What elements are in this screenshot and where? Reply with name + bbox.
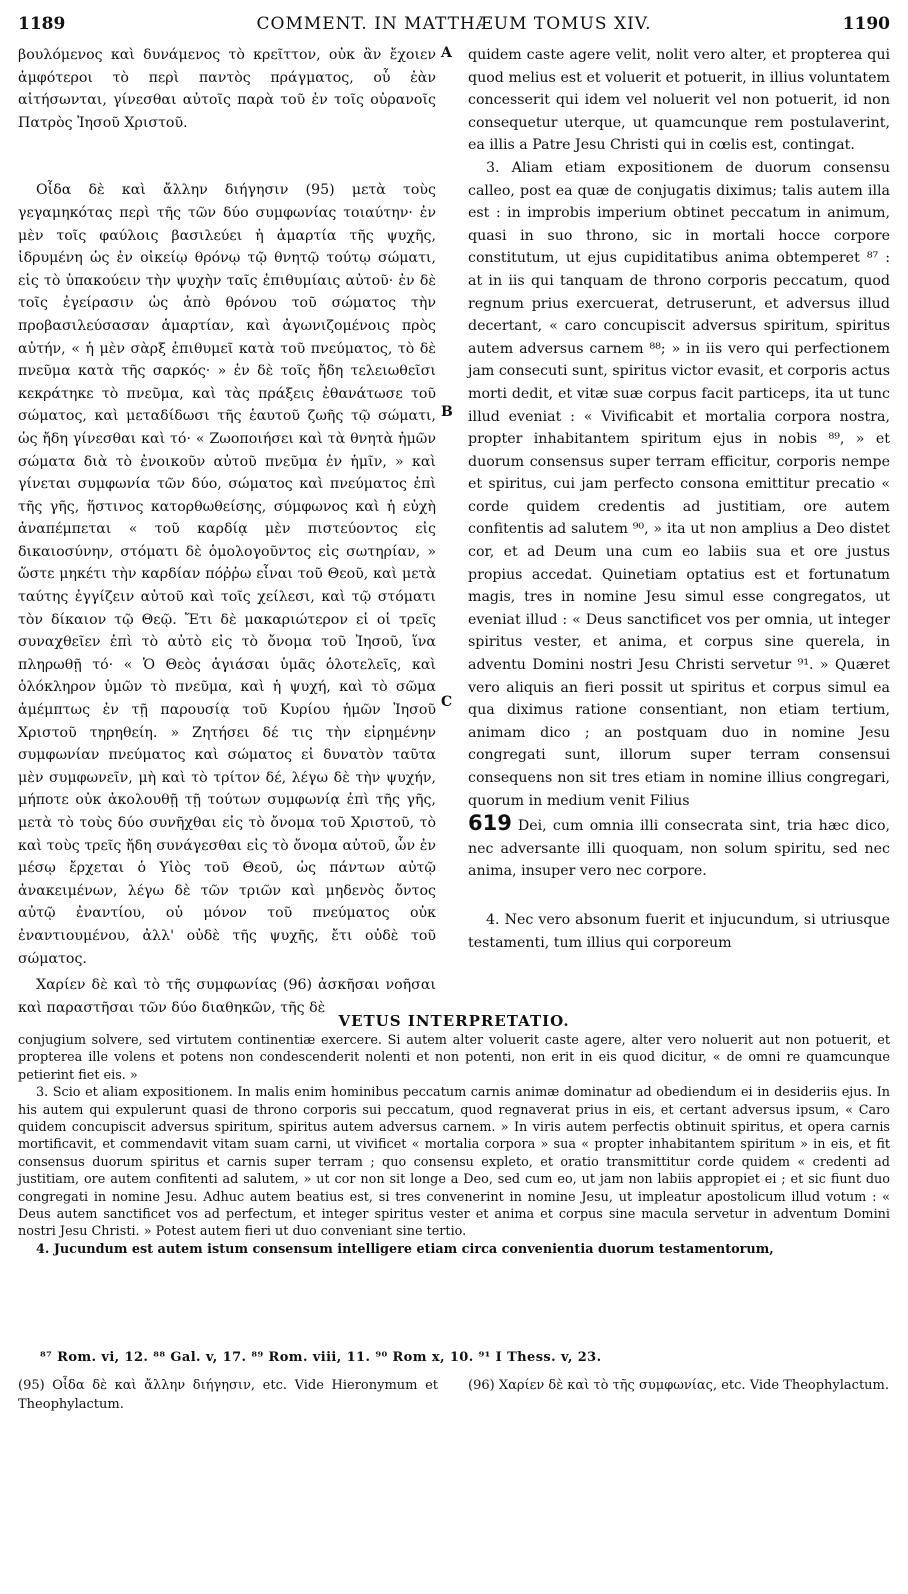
- footnote-95: (95) Οἶδα δὲ καὶ ἄλλην διήγησιν, etc. Vide Hieronymum et Theophylactum.: [18, 1378, 438, 1412]
- vetus-paragraph-1: conjugium solvere, sed virtutem continentiæ exercere. Si autem alter voluerit caste agere, alter vero noluerit aut non potuerit, et propterea ille volens et potens non condescenderit nolenti et non potenti, non erit in eis quod dicitur, « de omni re quamcunque petierint fiet eis. »: [18, 1033, 890, 1083]
- latin-column: [468, 44, 890, 954]
- right-page-number: 1190: [842, 14, 890, 34]
- footnote-96: (96) Χαρίεν δὲ καὶ τὸ τῆς συμφωνίας, etc. Vide Theophylactum.: [468, 1378, 890, 1393]
- vetus-paragraph-2: 3. Scio et aliam expositionem. In malis enim hominibus peccatum carnis animæ dominatur ad obediendum ei in desideriis ejus. In his autem qui expulerunt quasi de throno corporis sui peccatum, quod regnaverat prius in eis, et certant adversus ipsum, « Caro quidem concupiscit adversus spiritum, spiritus autem adversus carnem. » In viris autem perfectis obtinuit spiritus, et opera carnis mortificavit, et commendavit vitam suam carni, ut vivificet « mortalia corpora » sua « propter inhabitantem spiritum » in eis, et fit consensus duorum spiritus et carnis super terram ; quo consensu expleto, et oratio transmittitur corde quidem « credenti ad justitiam, ore autem confitenti ad salutem, » ut cor non sit longe a Deo, sed cum eo, ut jam non labiis appropiet ei ; et sic fiunt duo congregati in nomine Jesu. Adhuc autem beatius est, si tres convenerint in nomine Jesu, ut impleatur apostolicum illud votum : « Deus autem sanctificet vos ad perfectum, et integer spiritus vester et anima et corpus sine macula servetur in adventum Domini nostri Jesu Christi. » Potest autem fieri ut duo conveniant sine tertio.: [18, 1085, 890, 1240]
- margin-letter-c: C: [441, 694, 453, 710]
- column-number: 619: [468, 811, 512, 836]
- scripture-references: ⁸⁷ Rom. vi, 12. ⁸⁸ Gal. v, 17. ⁸⁹ Rom. viii, 11. ⁹⁰ Rom x, 10. ⁹¹ I Thess. v, 23.: [40, 1350, 602, 1365]
- margin-letter-a: A: [441, 45, 452, 61]
- latin-paragraph-2: [468, 157, 890, 883]
- latin-paragraph-1: quidem caste agere velit, nolit vero alter, et propterea qui quod melius est et voluerit et potuerit, in illius voluntatem concesserit qui idem vel noluerit vel non potuerit, id non consequetur uterque, ut quamcunque rem postulaverint, ea illis a Patre Jesu Christi qui in cœlis est, contingat.: [468, 47, 890, 154]
- latin-paragraph-2-end: Dei, cum omnia illi consecrata sint, tria hæc dico, nec adversante illi quoquam, non solum spiritu, sed nec anima, insuper vero nec corpore.: [468, 818, 890, 880]
- margin-letter-b: B: [441, 404, 453, 420]
- greek-paragraph-1: βουλόμενος καὶ δυνάμενος τὸ κρεῖττον, οὐκ ἂν ἔχοιεν ἀμφότεροι τὸ περὶ παντὸς πράγματος, οὗ ἐὰν αἰτήσωνται, γίνεσθαι αὐτοῖς παρὰ τοῦ ἐν τοῖς οὐρανοῖς Πατρὸς Ἰησοῦ Χριστοῦ.: [18, 47, 436, 131]
- page-header: [18, 14, 890, 38]
- running-title: COMMENT. IN MATTHÆUM TOMUS XIV.: [256, 14, 652, 34]
- vetus-interpretatio: [18, 1032, 890, 1258]
- vetus-paragraph-3: 4. Jucundum est autem istum consensum intelligere etiam circa convenientia duorum testamentorum,: [36, 1241, 774, 1257]
- greek-column: [18, 44, 436, 1019]
- greek-paragraph-2: Οἶδα δὲ καὶ ἄλλην διήγησιν (95) μετὰ τοὺς γεγαμηκότας περὶ τῆς τῶν δύο συμφωνίας τοιαύτην· ἐν μὲν τοῖς φαύλοις βασιλεύει ἡ ἁμαρτία τῆς ψυχῆς, ἱδρυμένη ὡς ἐν οἰκείῳ θρόνῳ τῷ θνητῷ τούτῳ σώματι, εἰς τὸ ὑπακούειν τὴν ψυχὴν ταῖς ἐπιθυμίαις αὐτοῦ· ἐν δὲ τοῖς ἐγείρασιν ὡς ἀπὸ θρόνου τοῦ σώματος τὴν προβασιλεύσασαν ἁμαρτίαν, καὶ ἀγωνιζομένοις πρὸς αὐτήν, « ἡ μὲν σὰρξ ἐπιθυμεῖ κατὰ τοῦ πνεύματος, τὸ δὲ πνεῦμα κατὰ τῆς σαρκός· » ἐν δὲ τοῖς ἤδη τελειωθεῖσι κεκράτηκε τὸ πνεῦμα, καὶ τὰς πράξεις ἐθανάτωσε τοῦ σώματος, καὶ μεταδίδωσι τῆς ἑαυτοῦ ζωῆς τῷ σώματι, ὡς ἤδη γίνεσθαι καὶ τό· « Ζωοποιήσει καὶ τὰ θνητὰ ἡμῶν σώματα διὰ τὸ ἐνοικοῦν αὐτοῦ πνεῦμα ἐν ἡμῖν, » καὶ γίνεται συμφωνία τῶν δύο, σώματος καὶ πνεύματος ἐπὶ τῆς γῆς, ἥστινος κατορθωθείσης, σύμφωνος καὶ ἡ εὐχὴ ἀναπέμπεται « τοῦ καρδίᾳ μὲν πιστεύοντος εἰς δικαιοσύνην, στόματι δὲ ὁμολογοῦντος εἰς σωτηρίαν, » ὥστε μηκέτι τὴν καρδίαν πόῤῥω εἶναι τοῦ Θεοῦ, καὶ μετὰ ταύτης ἐγγίζειν αὐτοῦ καὶ τοῖς χείλεσι, καὶ τῷ στόματι τὸν δίκαιον τῷ Θεῷ. Ἔτι δὲ μακαριώτερον εἰ οἱ τρεῖς συναχθεῖεν ἐπὶ τὸ αὐτὸ εἰς τὸ ὄνομα τοῦ Ἰησοῦ, ἵνα πληρωθῇ τό· « Ὁ Θεὸς ἁγιάσαι ὑμᾶς ὁλοτελεῖς, καὶ ὁλόκληρον ὑμῶν τὸ πνεῦμα, καὶ ἡ ψυχή, καὶ τὸ σῶμα ἀμέμπτως ἐν τῇ παρουσίᾳ τοῦ Κυρίου ἡμῶν Ἰησοῦ Χριστοῦ τηρηθείη. » Ζητήσει δέ τις τὴν εἰρημένην συμφωνίαν πνεύματος καὶ σώματος εἰ δυνατὸν ταῦτα μὲν συμφωνεῖν, μὴ καὶ τὸ τρίτον δέ, λέγω δὲ τὴν ψυχήν, μήποτε οὐκ ἀκολουθῇ τῇ τούτων συμφωνίᾳ ἐπὶ τῆς γῆς, μετὰ τὸ τοὺς δύο συνῆχθαι εἰς τὸ ὄνομα τοῦ Χριστοῦ, τὸ καὶ τοὺς τρεῖς ἤδη συνάγεσθαι εἰς τὸ ὄνομα αὐτοῦ, ὧν ἐν μέσῳ ἔρχεται ὁ Υἱὸς τοῦ Θεοῦ, ὡς πάντων αὐτῷ ἀνακειμένων, λέγω δὲ τῶν τριῶν καὶ μηδενὸς ὄντος αὐτῷ ἐναντίου, οὐ μόνον τοῦ πνεύματος οὐκ ἐναντιουμένου, ἀλλ' οὐδὲ τῆς ψυχῆς, ἔτι οὐδὲ τοῦ σώματος.: [18, 182, 436, 967]
- vetus-interpretatio-title: VETUS INTERPRETATIO.: [338, 1012, 570, 1030]
- greek-paragraph-3: Χαρίεν δὲ καὶ τὸ τῆς συμφωνίας (96) ἀσκῆσαι νοῆσαι καὶ παραστῆσαι τῶν δύο διαθηκῶν, τῆς δὲ: [18, 977, 436, 1016]
- latin-paragraph-3: 4. Nec vero absonum fuerit et injucundum, si utriusque testamenti, tum illius qui corporeum: [468, 911, 890, 951]
- latin-paragraph-2-text: 3. Aliam etiam expositionem de duorum consensu calleo, post ea quæ de conjugatis diximus; talis autem illa est : in improbis imperium obtinet peccatum in animum, quasi in suo throno, sic in mortali hocce corpore constitutum, ut ejus cupiditatibus anima obtemperet ⁸⁷ : at in iis qui tanquam de throno corporis peccatum, quod regnum prius exercuerat, detruserunt, et adversus illud decertant, « caro concupiscit adversus spiritum, spiritus autem adversus carnem ⁸⁸; » in iis vero qui perfectionem jam consecuti sunt, spiritus victor evasit, et corporis actus morti dedit, et vitæ suæ corpus facit particeps, ita ut tunc illud eveniat : « Vivificabit et mortalia corpora nostra, propter inhabitantem spiritum ejus in nobis ⁸⁹, » et duorum consensus super terram efficitur, corporis nempe et spiritus, cui jam perfecto consona emittitur precatio « corde quidem credentis ad justitiam, ore autem confitentis ad salutem ⁹⁰, » ita ut non amplius a Deo distet cor, et ad Deum una cum eo labiis sua et ore justus propius accedat. Quinetiam optatius est et fortunatum magis, tres in nomine Jesu simul esse congregatos, ut eveniat illud : « Deus sanctificet vos per omnia, ut integer spiritus vester, et anima, et corpus sine querela, in adventu Domini nostri Jesu Christi servetur ⁹¹. » Quæret vero aliquis an fieri possit ut spiritus et corpus simul ea qua diximus ratione consentiant, non etiam tertium, animam dico ; an postquam duo in nomine Jesu congregati sunt, illorum super terram consensui consequens non sit tres etiam in nomine illius congregari, quorum in medium venit Filius: [468, 159, 890, 809]
- left-page-number: 1189: [18, 14, 66, 34]
